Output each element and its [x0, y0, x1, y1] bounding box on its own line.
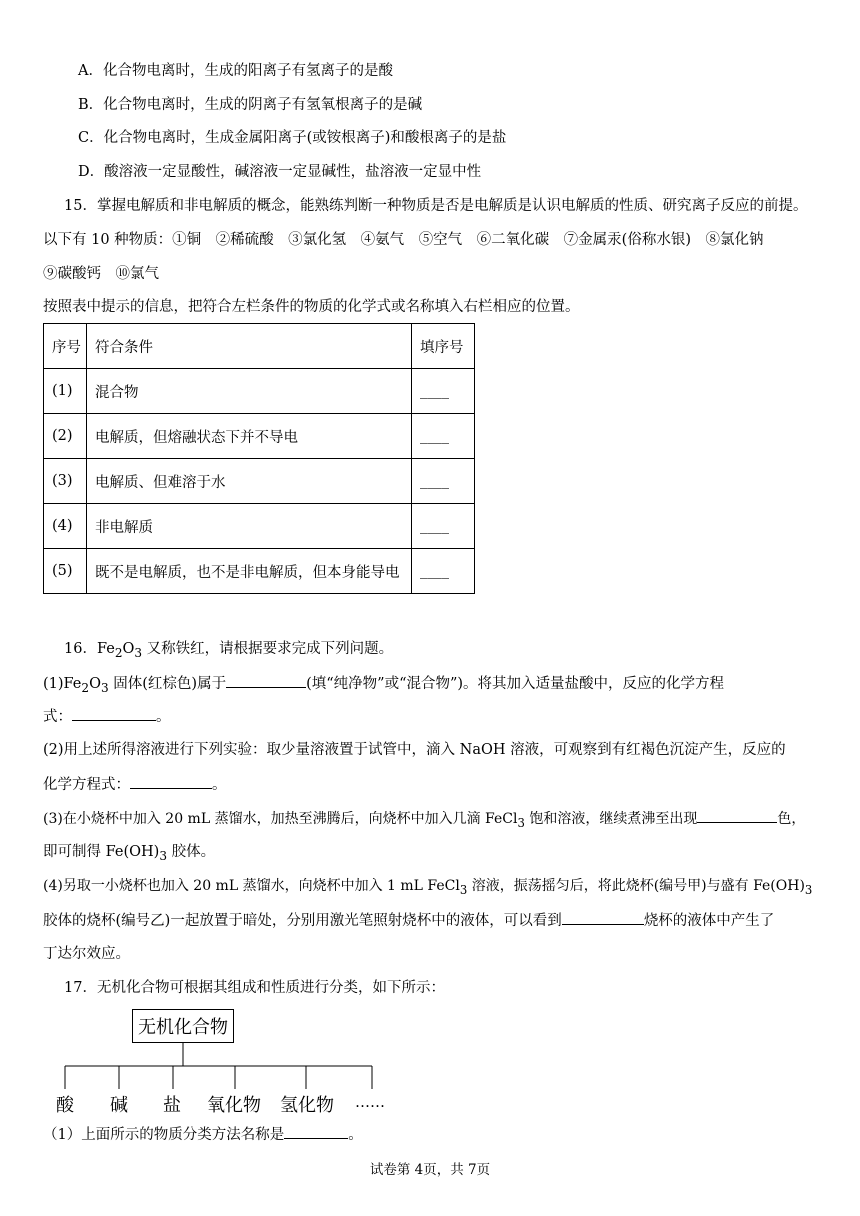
row-fill[interactable]: ____: [412, 549, 475, 594]
q16-p3-line1: [43, 808, 805, 833]
text: (3)在小烧杯中加入 20 mL 蒸馏水，加热至沸腾后，向烧杯中加入几滴 FeCl: [43, 811, 518, 827]
text: 式：: [43, 709, 72, 725]
q15-table: [43, 323, 475, 594]
subscript: 3: [517, 815, 525, 830]
answer-blank[interactable]: [284, 1124, 348, 1139]
header-num: 序号: [44, 324, 87, 369]
q16-p3-line2: [43, 842, 215, 866]
row-cond: 既不是电解质，也不是非电解质，但本身能导电: [87, 549, 412, 594]
row-cond: 电解质，但熔融状态下并不导电: [87, 414, 412, 459]
text: (1)Fe: [43, 676, 82, 692]
text: (4)另取一小烧杯也加入 20 mL 蒸馏水，向烧杯中加入 1 mL FeCl: [43, 878, 460, 894]
text: 16．Fe: [64, 641, 115, 657]
subscript: 3: [804, 882, 813, 897]
row-fill[interactable]: ____: [412, 369, 475, 414]
text: 溶液，振荡摇匀后，将此烧杯(编号甲)与盛有 Fe(OH): [467, 878, 805, 894]
text: (填“纯净物”或“混合物”)。将其加入适量盐酸中，反应的化学方程: [306, 676, 725, 692]
option-d: D．酸溶液一定显酸性，碱溶液一定显碱性，盐溶液一定显中性: [78, 164, 482, 180]
row-fill[interactable]: ____: [412, 504, 475, 549]
row-num: (4): [44, 504, 87, 549]
q16-p4-line2: [43, 910, 774, 931]
page-footer: 试卷第 4页，共 7页: [369, 1162, 491, 1178]
q16-p1-line2: [43, 706, 171, 727]
table-row: [44, 549, 475, 594]
tree-node-oxide: 氧化物: [207, 1095, 261, 1116]
q16-p2-line1: (2)用上述所得溶液进行下列实验：取少量溶液置于试管中，滴入 NaOH 溶液，可观察到有红褐色沉淀产生，反应的: [43, 742, 786, 758]
text: 。: [156, 709, 171, 725]
q16-p2-line2: [43, 774, 227, 795]
text: 固体(红棕色)属于: [108, 676, 227, 692]
tree-node-salt: 盐: [163, 1095, 181, 1116]
text: 即可制得 Fe(OH): [43, 844, 160, 860]
option-a: A．化合物电离时，生成的阳离子有氢离子的是酸: [78, 63, 393, 79]
row-fill[interactable]: ____: [412, 459, 475, 504]
text: O: [89, 676, 101, 692]
subscript: 3: [134, 645, 143, 660]
row-cond: 非电解质: [87, 504, 412, 549]
answer-blank[interactable]: [562, 910, 644, 925]
answer-blank[interactable]: [697, 808, 777, 823]
option-b: B．化合物电离时，生成的阴离子有氢氧根离子的是碱: [78, 97, 423, 113]
q16-p4-line3: 丁达尔效应。: [43, 946, 130, 962]
table-header-row: [44, 324, 475, 369]
tree-node-hydride: 氢化物: [280, 1095, 334, 1116]
text: 饱和溶液，继续煮沸至出现: [524, 811, 698, 827]
text: 烧杯的液体中产生了: [643, 913, 775, 929]
text: 色，: [777, 811, 806, 827]
subscript: 2: [114, 645, 123, 660]
subscript: 2: [81, 680, 90, 695]
q16-p1-line1: [43, 673, 724, 698]
table-row: [44, 504, 475, 549]
option-c: C．化合物电离时，生成金属阳离子(或铵根离子)和酸根离子的是盐: [78, 130, 507, 146]
text: 胶体的烧杯(编号乙)一起放置于暗处，分别用激光笔照射烧杯中的液体，可以看到: [43, 913, 562, 929]
text: 。: [212, 777, 227, 793]
answer-blank[interactable]: [130, 774, 212, 789]
q16-p4-line1: [43, 876, 812, 900]
classification-tree: [40, 1005, 420, 1120]
tree-node-base: 碱: [110, 1095, 128, 1116]
table-row: [44, 459, 475, 504]
text: 又称铁红，请根据要求完成下列问题。: [142, 641, 394, 657]
row-cond: 电解质、但难溶于水: [87, 459, 412, 504]
tree-root: 无机化合物: [132, 1009, 234, 1043]
table-row: [44, 414, 475, 459]
q15-line2: 以下有 10 种物质：①铜 ②稀硫酸 ③氯化氢 ④氨气 ⑤空气 ⑥二氧化碳 ⑦金属汞(俗称水银) ⑧氯化钠: [43, 232, 764, 248]
q17-intro: 17．无机化合物可根据其组成和性质进行分类，如下所示：: [64, 980, 445, 996]
q16-intro: [64, 639, 393, 663]
row-fill[interactable]: ____: [412, 414, 475, 459]
header-cond: 符合条件: [87, 324, 412, 369]
answer-blank[interactable]: [72, 706, 156, 721]
row-num: (3): [44, 459, 87, 504]
header-fill: 填序号: [412, 324, 475, 369]
row-num: (2): [44, 414, 87, 459]
subscript: 3: [159, 848, 167, 863]
subscript: 3: [100, 680, 109, 695]
tree-node-acid: 酸: [56, 1095, 74, 1116]
q17-sub1: [43, 1124, 363, 1145]
text: （1）上面所示的物质分类方法名称是: [43, 1127, 285, 1143]
table-row: [44, 369, 475, 414]
q15-line3: ⑨碳酸钙 ⑩氯气: [43, 266, 159, 282]
text: 。: [348, 1127, 363, 1143]
row-num: (5): [44, 549, 87, 594]
row-cond: 混合物: [87, 369, 412, 414]
text: 胶体。: [167, 844, 216, 860]
row-num: (1): [44, 369, 87, 414]
text: 化学方程式：: [43, 777, 130, 793]
q15-line4: 按照表中提示的信息，把符合左栏条件的物质的化学式或名称填入右栏相应的位置。: [43, 299, 580, 315]
text: O: [122, 641, 135, 657]
subscript: 3: [459, 882, 468, 897]
answer-blank[interactable]: [226, 673, 306, 688]
q15-line1: 15．掌握电解质和非电解质的概念，能熟练判断一种物质是否是电解质是认识电解质的性质、研究离子反应的前提。: [64, 198, 808, 214]
tree-node-ellipsis: ……: [355, 1093, 385, 1111]
